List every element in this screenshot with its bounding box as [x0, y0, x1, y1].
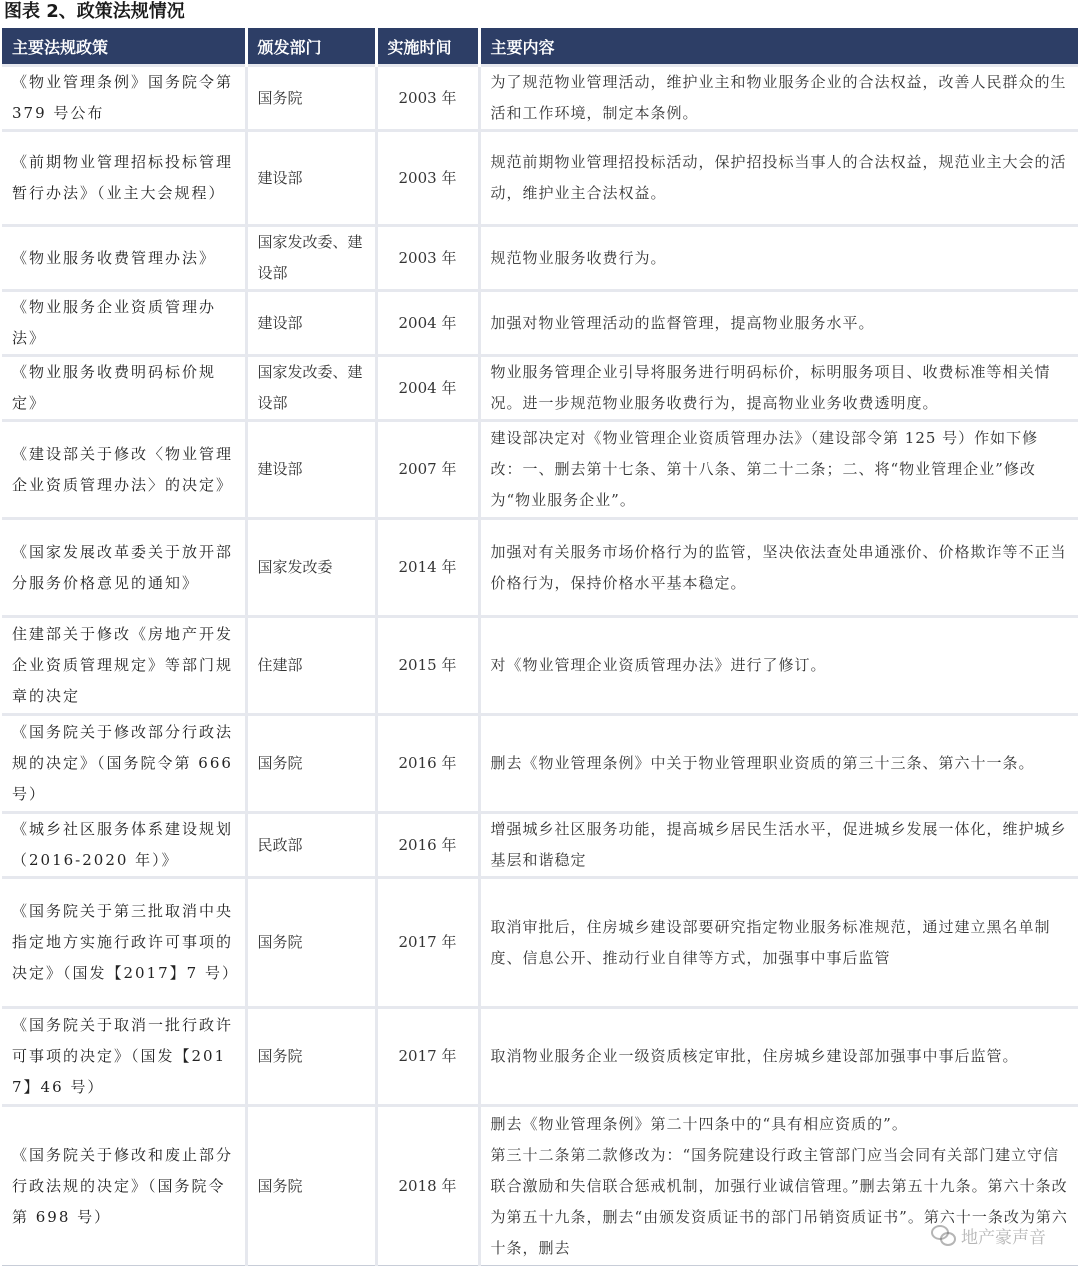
year-cell: 2016 年 — [376, 813, 479, 878]
content-cell — [479, 617, 1078, 715]
law-cell: 住建部关于修改《房地产开发企业资质管理规定》等部门规章的决定 — [2, 617, 246, 715]
law-cell: 《城乡社区服务体系建设规划（2016-2020 年）》 — [2, 813, 246, 878]
year-cell: 2007 年 — [376, 421, 479, 519]
header-dept: 颁发部门 — [246, 28, 376, 66]
content-cell — [479, 878, 1078, 1008]
table-row — [2, 813, 1078, 878]
table-row — [2, 878, 1078, 1008]
year-cell: 2018 年 — [376, 1106, 479, 1266]
law-cell: 《物业管理条例》国务院令第 379 号公布 — [2, 66, 246, 131]
content-cell — [479, 291, 1078, 356]
content-paragraph: 加强对有关服务市场价格行为的监管，坚决依法查处串通涨价、价格欺诈等不正当价格行为，保持价格水平基本稳定。 — [490, 542, 1067, 592]
year-cell: 2014 年 — [376, 519, 479, 617]
law-cell: 《国家发展改革委关于放开部分服务价格意见的通知》 — [2, 519, 246, 617]
table-row — [2, 1008, 1078, 1106]
content-paragraph: 取消审批后，住房城乡建设部要研究指定物业服务标准规范，通过建立黑名单制度、信息公开、推动行业自律等方式，加强事中事后监管 — [490, 917, 1051, 967]
header-row — [2, 28, 1078, 66]
content-paragraph: 删去《物业管理条例》中关于物业管理职业资质的第三十三条、第六十一条。 — [490, 754, 1035, 772]
content-cell — [479, 1008, 1078, 1106]
dept-cell: 国家发改委、建设部 — [246, 356, 376, 421]
dept-cell: 国家发改委、建设部 — [246, 226, 376, 291]
year-cell: 2003 年 — [376, 226, 479, 291]
table-row — [2, 421, 1078, 519]
year-cell: 2004 年 — [376, 356, 479, 421]
law-cell: 《前期物业管理招标投标管理暂行办法》（业主大会规程） — [2, 131, 246, 226]
content-cell — [479, 356, 1078, 421]
content-paragraph: 增强城乡社区服务功能，提高城乡居民生活水平，促进城乡发展一体化，维护城乡基层和谐稳定 — [490, 820, 1067, 869]
year-cell: 2017 年 — [376, 878, 479, 1008]
watermark — [931, 1224, 1046, 1246]
table-row — [2, 715, 1078, 813]
table-row — [2, 356, 1078, 421]
law-cell: 《建设部关于修改〈物业管理企业资质管理办法〉的决定》 — [2, 421, 246, 519]
table-row — [2, 66, 1078, 131]
dept-cell: 住建部 — [246, 617, 376, 715]
header-content: 主要内容 — [479, 28, 1078, 66]
law-cell: 《国务院关于取消一批行政许可事项的决定》（国发【2017】46 号） — [2, 1008, 246, 1106]
dept-cell: 国务院 — [246, 1008, 376, 1106]
law-cell: 《国务院关于第三批取消中央指定地方实施行政许可事项的决定》（国发【2017】7 号） — [2, 878, 246, 1008]
content-paragraph: 取消物业服务企业一级资质核定审批，住房城乡建设部加强事中事后监管。 — [490, 1047, 1019, 1065]
dept-cell: 建设部 — [246, 421, 376, 519]
wechat-icon — [931, 1225, 955, 1245]
dept-cell: 建设部 — [246, 131, 376, 226]
header-law: 主要法规政策 — [2, 28, 246, 66]
dept-cell: 国务院 — [246, 715, 376, 813]
table-row — [2, 226, 1078, 291]
content-cell — [479, 226, 1078, 291]
dept-cell: 国家发改委 — [246, 519, 376, 617]
content-paragraph: 为了规范物业管理活动，维护业主和物业服务企业的合法权益，改善人民群众的生活和工作环境，制定本条例。 — [490, 73, 1067, 122]
content-paragraph: 删去《物业管理条例》第二十四条中的“具有相应资质的”。 — [490, 1114, 908, 1133]
policy-table — [2, 28, 1078, 1266]
law-cell: 《物业服务企业资质管理办法》 — [2, 291, 246, 356]
year-cell: 2004 年 — [376, 291, 479, 356]
law-cell: 《物业服务收费明码标价规定》 — [2, 356, 246, 421]
content-paragraph: 物业服务管理企业引导将服务进行明码标价，标明服务项目、收费标准等相关情况。进一步规范物业服务收费行为，提高物业业务收费透明度。 — [490, 363, 1051, 412]
year-cell: 2003 年 — [376, 66, 479, 131]
content-paragraph: 规范物业服务收费行为。 — [490, 248, 667, 267]
table-row — [2, 1106, 1078, 1266]
content-paragraph: 建设部决定对《物业管理企业资质管理办法》（建设部令第 125 号）作如下修改：一、删去第十七条、第十八条、第二十二条；二、将“物业管理企业”修改为“物业服务企业”。 — [490, 429, 1039, 509]
dept-cell: 国务院 — [246, 1106, 376, 1266]
year-cell: 2016 年 — [376, 715, 479, 813]
content-cell — [479, 66, 1078, 131]
year-cell: 2017 年 — [376, 1008, 479, 1106]
table-row — [2, 291, 1078, 356]
content-cell — [479, 715, 1078, 813]
content-paragraph: 第三十二条第二款修改为：“国务院建设行政主管部门应当会同有关部门建立守信联合激励和失信联合惩戒机制，加强行业诚信管理。”删去第五十九条。第六十条改为第五十九条，删去“由颁发资质证书的部门吊销资质证书”。第六十一条改为第六十条，删去 — [490, 1145, 1068, 1257]
content-cell — [479, 421, 1078, 519]
year-cell: 2015 年 — [376, 617, 479, 715]
table-row — [2, 131, 1078, 226]
dept-cell: 建设部 — [246, 291, 376, 356]
content-paragraph: 对《物业管理企业资质管理办法》进行了修订。 — [490, 656, 827, 674]
table-row — [2, 519, 1078, 617]
content-paragraph: 规范前期物业管理招投标活动，保护招投标当事人的合法权益，规范业主大会的活动，维护业主合法权益。 — [490, 153, 1067, 202]
watermark-text: 地产豪声音 — [961, 1227, 1046, 1248]
law-cell: 《物业服务收费管理办法》 — [2, 226, 246, 291]
dept-cell: 国务院 — [246, 878, 376, 1008]
law-cell: 《国务院关于修改和废止部分行政法规的决定》（国务院令第 698 号） — [2, 1106, 246, 1266]
law-cell: 《国务院关于修改部分行政法规的决定》（国务院令第 666 号） — [2, 715, 246, 813]
year-cell: 2003 年 — [376, 131, 479, 226]
dept-cell: 民政部 — [246, 813, 376, 878]
content-cell — [479, 813, 1078, 878]
content-paragraph: 加强对物业管理活动的监督管理，提高物业服务水平。 — [490, 313, 875, 332]
content-cell — [479, 131, 1078, 226]
header-year: 实施时间 — [376, 28, 479, 66]
table-body — [2, 66, 1078, 1266]
dept-cell: 国务院 — [246, 66, 376, 131]
table-caption: 图表 2、政策法规情况 — [4, 1, 185, 22]
content-cell — [479, 519, 1078, 617]
table-row — [2, 617, 1078, 715]
